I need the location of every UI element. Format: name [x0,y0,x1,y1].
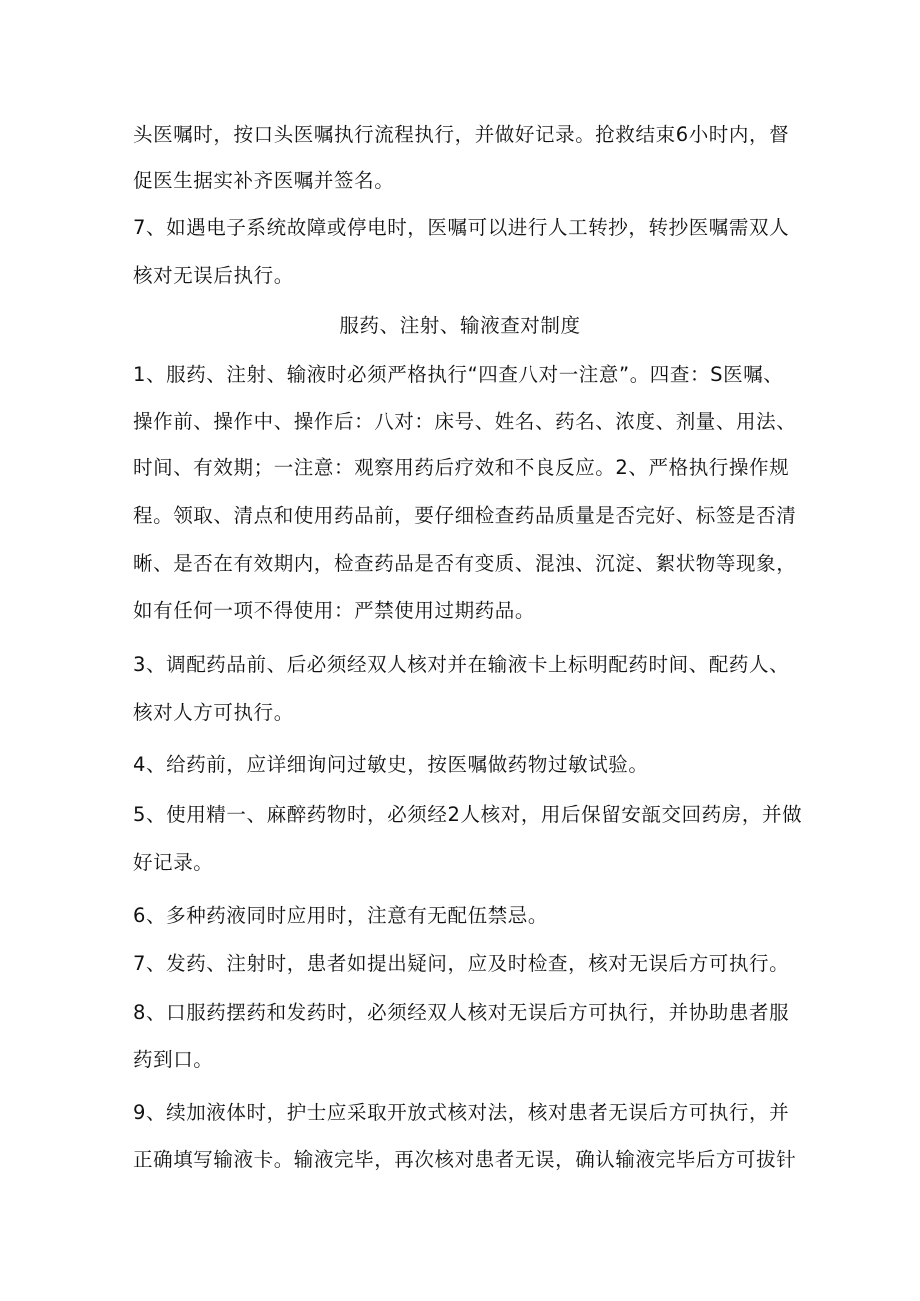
text-line: 核对人方可执行。 [133,701,294,724]
text-line: 晰、是否在有效期内，检查药品是否有变质、混浊、沉淀、絮状物等现象， [133,552,797,575]
text-line: 程。领取、清点和使用药品前，要仔细检查药品质量是否完好、标签是否清 [133,504,797,527]
text-line: 核对无误后执行。 [133,264,294,287]
text-line: 时间、有效期；一注意：观察用药后疗效和不良反应。2、严格执行操作规 [133,456,790,479]
text-line: 8、口服药摆药和发药时，必须经双人核对无误后方可执行，并协助患者服 [133,1001,790,1024]
text-line: 3、调配药品前、后必须经双人核对并在输液卡上标明配药时间、配药人、 [133,653,790,676]
text-line: 9、续加液体时，护士应采取开放式核对法，核对患者无误后方可执行，并 [133,1101,790,1124]
text-line: 5、使用精一、麻醉药物时，必须经2人核对，用后保留安瓿交回药房，并做 [133,803,803,826]
text-line: 操作前、操作中、操作后：八对：床号、姓名、药名、浓度、剂量、用法、 [133,410,797,433]
text-line: 4、给药前，应详细询问过敏史，按医嘱做药物过敏试验。 [133,753,649,776]
text-line: 7、发药、注射时，患者如提出疑问，应及时检查，核对无误后方可执行。 [133,952,790,975]
section-title: 服药、注射、输液查对制度 [339,314,581,337]
text-line: 正确填写输液卡。输液完毕，再次核对患者无误，确认输液完毕后方可拔针 [133,1148,797,1171]
text-line: 促医生据实补齐医嘱并签名。 [133,169,395,192]
text-line: 如有任何一项不得使用：严禁使用过期药品。 [133,599,536,622]
text-line: 7、如遇电子系统故障或停电时，医嘱可以进行人工转抄，转抄医嘱需双人 [133,216,790,239]
text-line: 1、服药、注射、输液时必须严格执行“四查八对一注意”。四查：S医嘱、 [133,363,784,386]
text-line: 好记录。 [133,851,214,874]
text-line: 药到口。 [133,1048,214,1071]
text-line: 6、多种药液同时应用时，注意有无配伍禁忌。 [133,904,549,927]
text-line: 头医嘱时，按口头医嘱执行流程执行，并做好记录。抢救结束6小时内，督 [133,123,790,146]
